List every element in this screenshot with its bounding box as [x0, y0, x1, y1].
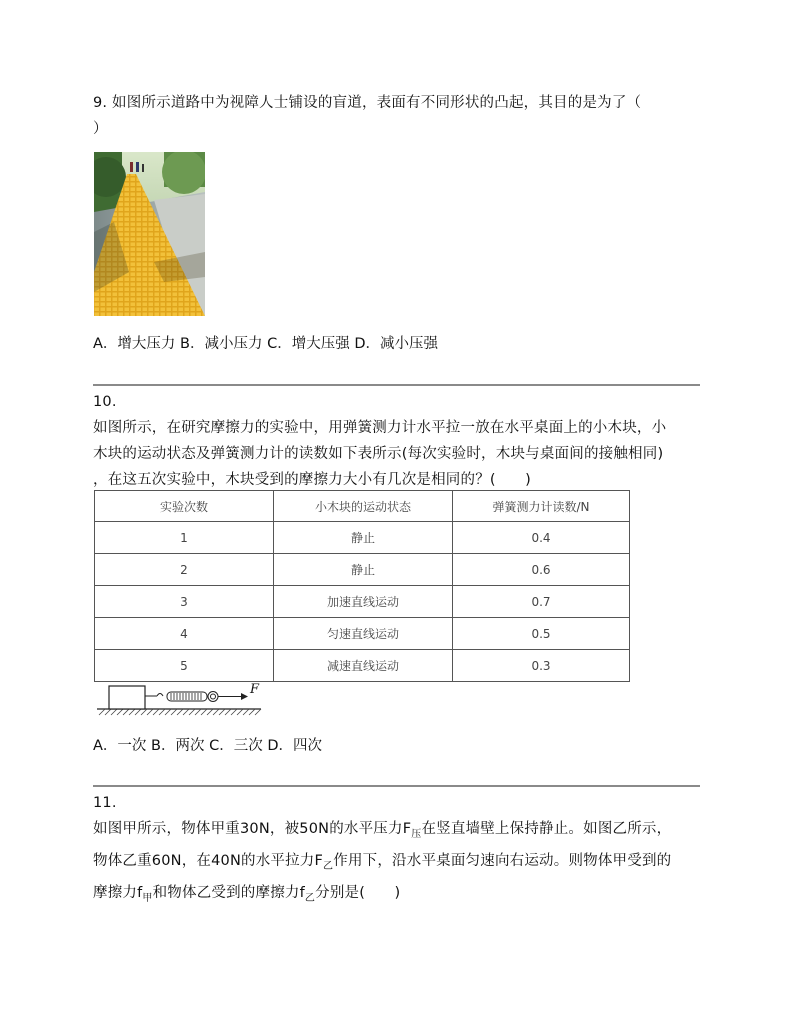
q11-line3-text-c: 分别是( ) — [315, 885, 401, 901]
table-cell: 静止 — [274, 522, 453, 554]
q11-line2-text-a: 物体乙重60N，在40N的水平拉力F — [93, 853, 324, 869]
table-cell: 静止 — [274, 554, 453, 586]
q10-line2: 木块的运动状态及弹簧测力计的读数如下表所示(每次实验时，木块与桌面间的接触相同) — [93, 446, 664, 462]
q11-line2 — [93, 848, 708, 880]
q11-line3-subscript-1: 甲 — [142, 893, 153, 904]
table-header: 实验次数 — [95, 491, 274, 522]
q11-line3-subscript-2: 乙 — [304, 893, 316, 904]
q9-question — [93, 90, 703, 142]
q9-options: A．增大压力 B．减小压力 C．增大压强 D．减小压强 — [93, 336, 438, 352]
table-row — [95, 586, 630, 618]
table-header: 弹簧测力计读数/N — [453, 491, 630, 522]
q9-line2: ） — [93, 121, 108, 137]
q11-question — [93, 790, 708, 912]
experiment-table — [94, 490, 630, 682]
q10-question — [93, 389, 703, 493]
table-cell: 0.6 — [453, 554, 630, 586]
q11-line1-text-a: 如图甲所示，物体甲重30N，被50N的水平压力F — [93, 821, 412, 837]
q11-line3 — [93, 880, 708, 912]
q10-options: A．一次 B．两次 C．三次 D．四次 — [93, 738, 322, 754]
q11-line2-text-b: 作用下，沿水平桌面匀速向右运动。则物体甲受到的 — [333, 853, 672, 869]
q11-line3-text-b: 和物体乙受到的摩擦力f — [152, 885, 305, 901]
table-cell: 匀速直线运动 — [274, 618, 453, 650]
table-row — [95, 618, 630, 650]
table-row — [95, 650, 630, 682]
q11-line1-subscript: 压 — [411, 829, 422, 840]
q9-line1: 9. 如图所示道路中为视障人士铺设的盲道，表面有不同形状的凸起，其目的是为了（ — [93, 95, 642, 111]
table-cell: 1 — [95, 522, 274, 554]
question-divider — [93, 384, 700, 386]
table-cell: 4 — [95, 618, 274, 650]
table-cell: 加速直线运动 — [274, 586, 453, 618]
block-and-spring-scale-illustration — [95, 682, 265, 718]
table-cell: 0.4 — [453, 522, 630, 554]
question-divider — [93, 785, 700, 787]
q11-line3-text-a: 摩擦力f — [93, 885, 143, 901]
q10-line1: 如图所示，在研究摩擦力的实验中，用弹簧测力计水平拉一放在水平桌面上的小木块，小 — [93, 420, 667, 436]
table-cell: 2 — [95, 554, 274, 586]
table-cell: 减速直线运动 — [274, 650, 453, 682]
q11-line2-subscript: 乙 — [323, 861, 334, 872]
table-cell: 3 — [95, 586, 274, 618]
spring-scale-diagram — [95, 682, 265, 718]
q11-number: 11. — [93, 795, 117, 811]
table-cell: 0.7 — [453, 586, 630, 618]
table-row — [95, 522, 630, 554]
table-header: 小木块的运动状态 — [274, 491, 453, 522]
table-header-row — [95, 491, 630, 522]
q10-number: 10. — [93, 394, 117, 410]
table-cell: 0.5 — [453, 618, 630, 650]
q11-line1 — [93, 816, 708, 848]
force-label: F — [250, 682, 260, 697]
table-row — [95, 554, 630, 586]
tactile-paving-photo — [94, 152, 205, 316]
table-cell: 5 — [95, 650, 274, 682]
q10-line3: ，在这五次实验中，木块受到的摩擦力大小有几次是相同的？( ) — [93, 472, 532, 488]
tactile-paving-illustration — [94, 152, 205, 316]
table-cell: 0.3 — [453, 650, 630, 682]
q11-line1-text-b: 在竖直墙壁上保持静止。如图乙所示， — [421, 821, 672, 837]
